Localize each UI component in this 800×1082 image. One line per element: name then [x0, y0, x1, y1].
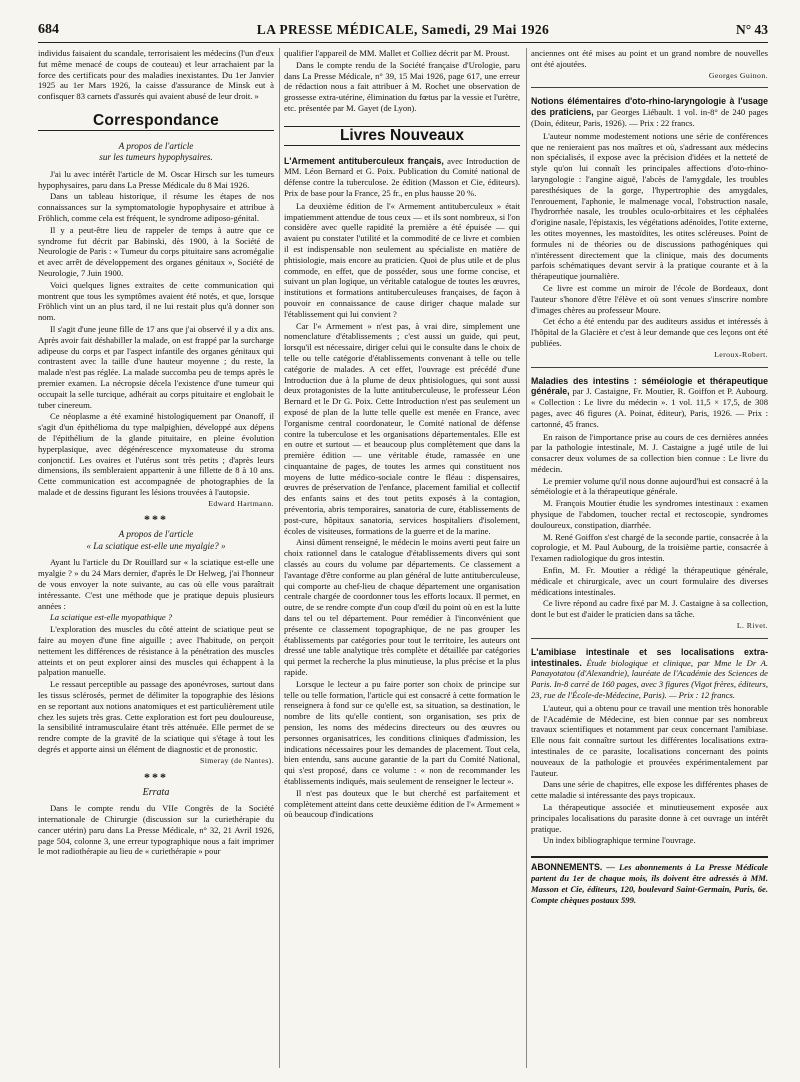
divider	[531, 638, 768, 639]
book-title: L'amibiase intestinale et ses localisations extra-intestinales.	[531, 646, 768, 668]
paragraph: Enfin, M. Fr. Moutier a rédigé la thérapeutique générale, médicale et chirurgicale, avec un court formulaire des diverses médications intestinales.	[531, 565, 768, 597]
paragraph: Lorsque le lecteur a pu faire porter son choix de principe sur telle ou telle formation, l'article qui est consacré à cette formation le renseignera à fond sur ce qu'elle est, sa situation, sa destination, le nombre de lits qu'elle contient, son organisation, ses prix de pension, les noms des médecins directeurs ou des œuvres ou personnes organisatrices, les conditions cliniques d'admission, les indications nécessaires pour les demandes de placement. Tout cela, bien entendu, sans aucune garantie de la part du Comité National, qui s'est proposé, dans ce volume : « non de recommander les établissements indiqués, mais seulement de renseigner le lecteur ».	[284, 678, 520, 786]
signature: Simeray (de Nantes).	[199, 755, 274, 765]
paragraph: M. René Goiffon s'est chargé de la seconde partie, consacrée à la coprologie, et M. Paul Aubourg, de la troisième partie, consacrée à l'examen radiologique du gros intestin.	[531, 531, 768, 564]
subscription-notice	[531, 856, 768, 905]
subscription-title: ABONNEMENTS.	[531, 862, 603, 873]
paragraph: Ainsi dûment renseigné, le médecin le moins averti peut faire un choix rationnel dans le catalogue d'établissements divers qui sont classés au cours du volume par départements. Ce classement a l'avantage d'être conforme au plan général de lutte antituberculeuse, qui comporte au chef-lieu de chaque département une organisation centrale chargée de coordonner tous les efforts locaux. Il permet, en outre, de se rendre compte d'un coup d'œil du point où en est la lutte dans tel ou tel département. Pour remédier à l'inconvénient que présente ce classement topographique, de ne pas grouper les établissements par catégories pour tout le territoire, les auteurs ont dressé une table analytique très complète et détaillée par catégories qui permet la recherche la plus minutieuse, la plus précise et la plus rapide.	[284, 537, 520, 678]
paragraph: Le ressaut perceptible au passage des aponévroses, surtout dans les tissus sclérosés, permet de délimiter la topographie des lésions en se reportant aux notions anatomiques et est particulièrement utile chez les sujets très gras. Cette exploration est fort peu douloureuse, la sensibilité intramusculaire étant très atténuée. Elle permet de se rendre compte de la gravité de la sciatique qui s'étage à tout les degrés et apporte ainsi un élément de diagnostic et de pronostic.	[38, 679, 274, 755]
paragraph: Un index bibliographique termine l'ouvrage.	[543, 835, 696, 846]
section-heading-livres-nouveaux: Livres Nouveaux	[284, 126, 520, 146]
book-title: Maladies des intestins : séméiologie et thérapeutique générale,	[531, 375, 768, 397]
signature: Georges Guinon.	[708, 70, 768, 80]
paragraph: Il s'agit d'une jeune fille de 17 ans que j'ai observé il y a dix ans. Après avoir fait déshabiller la malade, on est frappé par la surcharge adipeuse du corps et par l'aspect infantile des organes génitaux qui contrastent avec la taille d'une hauteur moyenne ; du reste, la malade n'est pas réglée. La malade succomba peu de temps après le premier examen. La nécropsie décela l'existence d'une tumeur qui occupait la selle turcique, adhérait au corps pituitaire et englobait le tuber cinereum.	[38, 323, 274, 410]
article-subtitle	[38, 141, 274, 164]
errata-title: Errata	[142, 786, 170, 798]
column-2	[284, 48, 520, 1074]
book-info: Étude biologique et clinique, par Mme le Dr A. Panayotatou (d'Alexandrie), lauréate de l'Académie des Sciences de Paris. In-8 carré de 160 pages, avec 3 figures (Vigot frères, éditeurs, 23, rue de l'École-de-Médecine, Paris). — Prix : 12 francs.	[531, 657, 768, 701]
book-entry	[531, 376, 768, 430]
paragraph: Ayant lu l'article du Dr Rouillard sur « la sciatique est-elle une myalgie ? » du 24 Mars dernier, d'après le Dr Helweg, j'ai l'honneur de vous envoyer la note suivante, au cas où elle vous paraîtrait intéressante. C'est une méthode que je pratique depuis plusieurs années :	[38, 557, 274, 611]
book-info: par J. Castaigne, Fr. Moutier, R. Goiffon et P. Aubourg. « Collection : Le livre du médecin ». 1 vol. 11,5 × 17,5, de 308 pages, avec 46 figures (A. Poinat, éditeur), Paris, 1926. — Prix : cartonné, 45 francs.	[531, 386, 768, 429]
section-heading-correspondance: Correspondance	[38, 116, 274, 131]
paragraph: La deuxième édition de l'« Armement antituberculeux » était impatiemment attendue de tous ceux — et ils sont nombreux, si l'on considère avec quelle rapidité la première a été épuisée — qui avaient pu constater l'utilité et la commodité de ce livre et combien il est indispensable non seulement au spécialiste en matière de phtisiologie, mais encore au praticien. Quoi de plus utile et de plus commode, en effet, que de posséder, sous une forme concise, et suivant un plan logique, un véritable catalogue de toutes les œuvres, institutions et formations antituberculeuses françaises, de façon à pouvoir en connaissance de cause diriger chaque malade sur l'établissement qui lui convient ?	[284, 200, 520, 319]
column-rule-2	[526, 48, 527, 1068]
subtitle-line: A propos de l'article	[118, 529, 194, 540]
paragraph: M. François Moutier étudie les syndromes intestinaux : examen physique de l'abdomen, toucher rectal et rectoscopie, syndromes douloureux, constipation, diarrhée.	[531, 498, 768, 530]
book-info: par Georges Liébault. 1 vol. in-8° de 240 pages (Doin, éditeur, Paris, 1926). — Prix : 22 francs.	[531, 107, 768, 128]
book-title: L'Armement antituberculeux français,	[284, 155, 444, 166]
page-header	[38, 20, 768, 43]
paragraph: Dans une série de chapitres, elle expose les différentes phases de cette maladie si intéressante des pays tropicaux.	[531, 779, 768, 801]
paragraph: Ce livre répond au cadre fixé par M. J. Castaigne à sa collection, dont le but est d'aider le praticien dans sa tâche.	[531, 598, 768, 620]
journal-title: LA PRESSE MÉDICALE, Samedi, 29 Mai 1926	[256, 22, 550, 37]
column-1	[38, 48, 274, 1074]
paragraph: individus faisaient du scandale, terrorisaient les médecins (l'un d'eux fut même menacé de coups de couteau) et leur arrachaient par la force des certificats pour des maladies inexistantes. Du 1er Janvier 1925 au 1er Mars 1926, la caisse d'assurance de Minsk eut à confisquer 83 carnets d'assurés qui avaient abusé de leur droit. »	[38, 48, 274, 102]
book-entry	[284, 156, 520, 199]
paragraph: Il y a peut-être lieu de rappeler de temps à autre que ce syndrome fut décrit par Babinski, dès 1900, à la Société de Neurologie de Paris : « Tumeur du corps pituitaire sans acromégalie et avec arrêt de développement des organes génitaux », Société de Neurologie, 7 Juin 1900.	[38, 224, 274, 278]
paragraph: Ce livre est comme un miroir de l'école de Bordeaux, dont l'auteur s'honore d'être l'élève et où sont venues s'inscrire nombre d'images chères au professeur Moure.	[531, 282, 768, 315]
subtitle-line: A propos de l'article	[118, 140, 194, 151]
paragraph: Le premier volume qu'il nous donne aujourd'hui est consacré à la séméiologie et à la thérapeutique générale.	[531, 475, 768, 497]
book-entry	[531, 96, 768, 128]
page-number: 684	[38, 22, 59, 37]
paragraph: Car l'« Armement » n'est pas, à vrai dire, simplement une nomenclature d'établissements ; c'est aussi un guide, qui peut, lorsqu'il est nécessaire, diriger celui qui le consulte dans le choix de telle ou telle catégorie d'établissements convenant à telle ou telle catégorie de malades. A cet effet, l'ouvrage est précédé d'une Introduction due à la plume de deux phtisiologues, qui sont aussi deux protagonistes de la lutte antituberculeuse, le professeur Léon Bernard et le Dr G. Poix. Cette Introduction n'est pas seulement un exposé de plan de la lutte telle quelle est menée en France, avec l'organisme central coordonateur, le Comité national de défense contre la tuberculose et les organisations départementales. Elle est en outre et surtout — et beaucoup plus complètement que dans la première édition — une véritable étude, ramassée en une cinquantaine de pages, de toutes les armes qui constituent nos moyens de lutte médico-sociale contre le fléau : dispensaires, œuvres de préservation de l'enfance, placement familial et collectif des enfants sains et des tout petits exposés à la contagion, préventoria, abris temporaires, sanatoria de cure, établissements de post-cure, hôpitaux sanatoria, services hospitaliers d'isolement, écoles de visiteuses, formations de la guerre et de la marine.	[284, 320, 520, 536]
book-title: Notions élémentaires d'oto-rhino-laryngologie à l'usage des praticiens,	[531, 96, 768, 118]
paragraph: Ce néoplasme a été examiné histologiquement par Onanoff, il s'agit d'un épithélioma du type malpighien, développé aux dépens de l'épithélium de la glande pituitaire, en pleine évolution hyperplasique, avec dégénérescence myxomateuse du stroma conjonctif. Les ovaires et l'utérus sont très petits ; d'après leurs dimensions, ils sembleraient appartenir à une fillette de 8 à 10 ans. Cette communication est accompagnée de photographies de la malade et de dessins figurant les lésions trouvées à l'autopsie.	[38, 411, 274, 497]
separator-stars: ***	[144, 512, 168, 527]
paragraph: J'ai lu avec intérêt l'article de M. Oscar Hirsch sur les tumeurs hypophysaires, paru dans La Presse Médicale du 8 Mai 1926.	[38, 168, 274, 190]
signature: Edward Hartmann.	[208, 498, 274, 508]
column-rule-1	[279, 48, 280, 1068]
subtitle-line: sur les tumeurs hypophysaires.	[99, 152, 213, 163]
paragraph: Dans le compte rendu de la Société française d'Urologie, paru dans La Presse Médicale, n° 39, 15 Mai 1926, page 617, une erreur de rédaction nous a fait attribuer à M. Rochet une observation de grossesse extra-utérine, élimination du fœtus par la vessie et l'urètre, etc. présentée par M. Gayet (de Lyon).	[284, 59, 520, 113]
divider	[531, 87, 768, 88]
article-subtitle	[38, 529, 274, 552]
signature: Leroux-Robert.	[714, 349, 768, 359]
paragraph: L'auteur, qui a obtenu pour ce travail une mention très honorable de l'Académie de Médecine, est bien connue par ses nombreux travaux scientifiques et notamment par ceux concernant l'amibiase. Elle nous fait connaître surtout les différentes localisations extra-intestinales de ce parasite, localisations concernant des points nouveaux de la pathologie et prouvées expérimentalement par l'auteur.	[531, 702, 768, 778]
paragraph: Dans le compte rendu du VIIe Congrès de la Société internationale de Chirurgie (discussion sur la curiethérapie du cancer utérin) paru dans La Presse Médicale, n° 32, 21 Avril 1926, page 504, colonne 3, une erreur typographique nous a fait imprimer le mot radiothérapie au lieu de « curiethérapie » pour	[38, 803, 274, 857]
paragraph: L'exploration des muscles du côté atteint de sciatique peut se faire au moyen d'une fine aiguille ; avec l'habitude, on perçoit nettement les différences de résistance à la pénétration des muscles atteints et on peut explorer ainsi des muscles qui échappent à la palpation manuelle.	[38, 624, 274, 678]
paragraph: Voici quelques lignes extraites de cette communication qui montrent que tous les symptômes avaient été notés, et que, lorsque Fröhlich vint un an plus tard, il ne lui restait plus qu'à donner son nom.	[38, 279, 274, 323]
paragraph: La thérapeutique associée et minutieusement exposée aux principales localisations du parasite donne à cet ouvrage un intérêt pratique.	[531, 802, 768, 834]
paragraph: qualifier l'appareil de MM. Mallet et Colliez décrit par M. Proust.	[284, 48, 510, 58]
subtitle-line: « La sciatique est-elle une myalgie? »	[86, 540, 226, 551]
paragraph: Dans un tableau historique, il résume les étapes de nos connaissances sur la symptomatologie hypophysaire et attribue à Fröhlich, comme cela est fréquent, le syndrome adiposo-génital.	[38, 191, 274, 223]
signature: L. Rivet.	[736, 621, 768, 631]
separator-stars: ***	[144, 769, 168, 784]
book-entry	[531, 647, 768, 701]
subscription-text: — Les abonnements à La Presse Médicale partent du 1er de chaque mois, ils doivent être adressés à MM. Masson et Cie, éditeurs, 120, boulevard Saint-Germain, Paris, 6e. Compte chèques postaux 599.	[531, 862, 768, 905]
book-info: avec Introduction de MM. Léon Bernard et G. Poix. Publication du Comité national de défense contre la tuberculose. 2e édition (Masson et Cie, éditeurs). Prix de base pour la France, 25 fr., en plus hausse 20 %.	[284, 155, 520, 198]
paragraph: Il n'est pas douteux que le but cherché est parfaitement et complètement atteint dans cette deuxième édition de l'« Armement » où beaucoup d'indications	[284, 787, 520, 820]
issue-number: N° 43	[735, 22, 768, 37]
paragraph: La sciatique est-elle myopathique ?	[50, 612, 173, 623]
paragraph: Cet écho a été entendu par des auditeurs assidus et intéressés à l'hôpital de la Glacière et c'est à leur demande que ces leçons ont été publiées.	[531, 316, 768, 348]
column-3	[531, 48, 768, 1074]
paragraph: L'auteur nomme modestement notions une série de conférences que ne renieraient pas nos maîtres et où, s'adressant aux médecins non spécialisés, il expose avec la précision d'idées et la netteté de style qu'on lui connaît les principales affections d'oto-rhino-laryngologie : l'angine aiguë, l'abcès de l'amygdale, les troubles paresthésiques de la gorge, l'hypertrophie des amygdales, l'enrouement, l'aphonie, le malmenage vocal, l'obstruction nasale, l'hydrorrhée nasale, les troubles oculo-orbitaires et les céphalées d'origine nasale, l'épistaxis, les végétations adénoïdes, l'otite externe, les otites moyennes, les mastoïdites, les otites scléreuses. Point de formules ni de théories ou de discussions pathogéniques qui n'intéressent directement que la clinique, mais des documents parfois schématiques devant servir à la pratique courante et à la thérapeutique journalière.	[531, 130, 768, 282]
paragraph: En raison de l'importance prise au cours de ces dernières années par la pathologie intestinale, M. J. Castaigne a jugé utile de lui consacrer deux volumes de sa collection bien connue : Le livre du médecin.	[531, 431, 768, 474]
paragraph: anciennes ont été mises au point et un grand nombre de nouvelles ont été ajoutées.	[531, 48, 768, 69]
divider	[531, 367, 768, 368]
